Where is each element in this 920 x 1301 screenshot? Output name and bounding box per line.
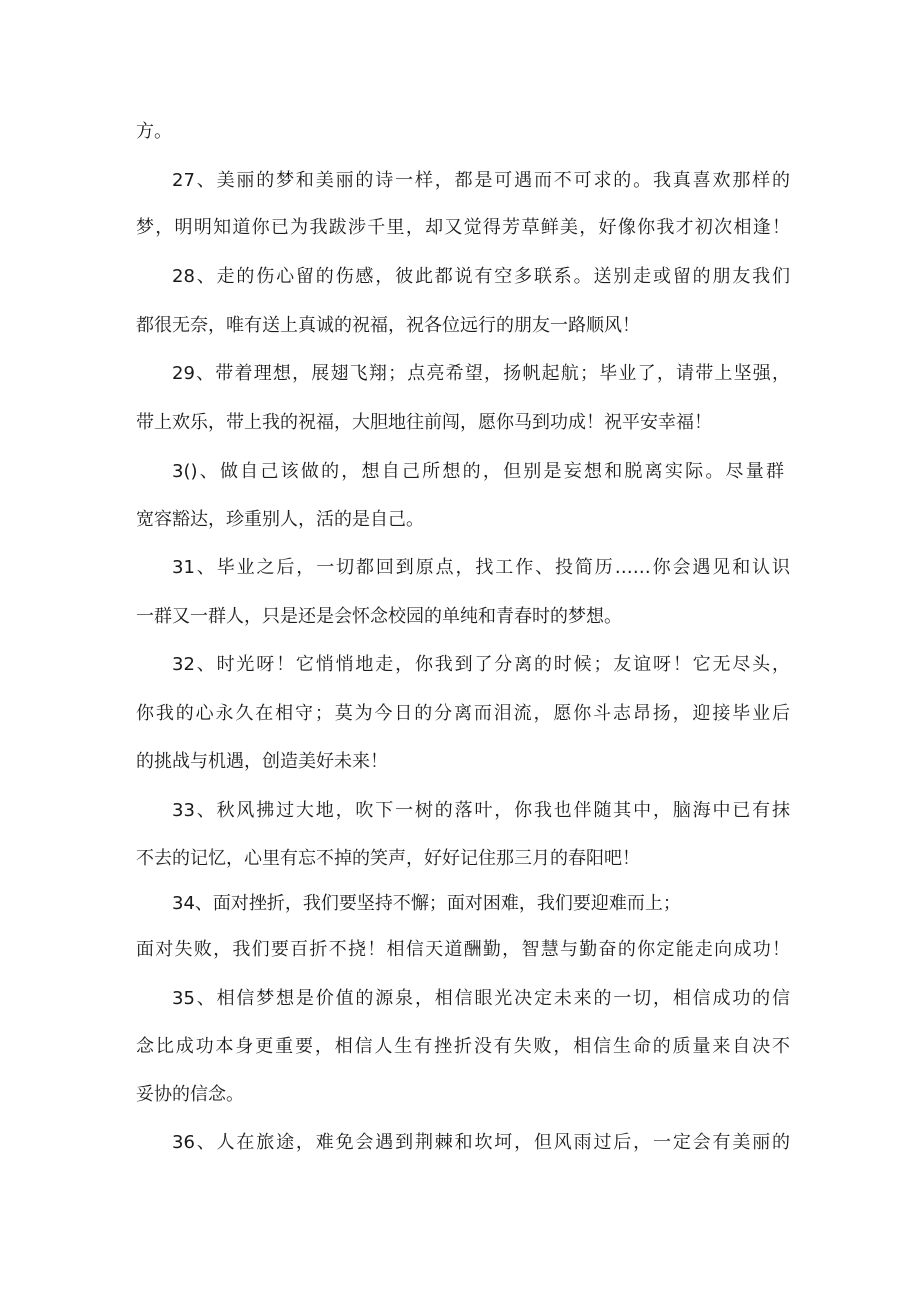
paragraph-33-line-1: 33、秋风拂过大地，吹下一树的落叶，你我也伴随其中，脑海中已有抹 [172, 800, 790, 821]
paragraph-35-line-3: 妥协的信念。 [136, 1084, 244, 1105]
paragraph-33-line-2: 不去的记忆，心里有忘不掉的笑声，好好记住那三月的春阳吧！ [136, 848, 640, 869]
paragraph-28-line-1: 28、走的伤心留的伤感，彼此都说有空多联系。送别走或留的朋友我们 [172, 266, 790, 287]
paragraph-34-line-1: 34、面对挫折，我们要坚持不懈；面对困难，我们要迎难而上； [172, 893, 681, 914]
paragraph-32-line-2: 你我的心永久在相守；莫为今日的分离而泪流，愿你斗志昂扬，迎接毕业后 [136, 703, 790, 724]
paragraph-35-line-2: 念比成功本身更重要，相信人生有挫折没有失败，相信生命的质量来自决不 [136, 1036, 790, 1057]
paragraph-27-line-1: 27、美丽的梦和美丽的诗一样，都是可遇而不可求的。我真喜欢那样的 [172, 170, 790, 191]
paragraph-30-line-1: 3()、做自己该做的，想自己所想的，但别是妄想和脱离实际。尽量群 [172, 461, 784, 482]
paragraph-35-line-1: 35、相信梦想是价值的源泉，相信眼光决定未来的一切，相信成功的信 [172, 988, 790, 1009]
paragraph-32-line-3: 的挑战与机遇，创造美好未来！ [136, 751, 388, 772]
paragraph-31-line-1: 31、毕业之后，一切都回到原点，找工作、投简历……你会遇见和认识 [172, 557, 790, 578]
text-line: 方。 [136, 121, 172, 142]
paragraph-27-line-2: 梦，明明知道你已为我跋涉千里，却又觉得芳草鲜美，好像你我才初次相逢！ [136, 217, 790, 238]
paragraph-29-line-2: 带上欢乐，带上我的祝福，大胆地往前闯，愿你马到功成！祝平安幸福！ [136, 412, 712, 433]
paragraph-32-line-1: 32、时光呀！它悄悄地走，你我到了分离的时候；友谊呀！它无尽头， [172, 654, 790, 675]
paragraph-29-line-1: 29、带着理想，展翅飞翔；点亮希望，扬帆起航；毕业了，请带上坚强， [172, 363, 790, 384]
paragraph-36-line-1: 36、人在旅途，难免会遇到荆棘和坎坷，但风雨过后，一定会有美丽的 [172, 1132, 790, 1153]
paragraph-31-line-2: 一群又一群人，只是还是会怀念校园的单纯和青春时的梦想。 [136, 606, 622, 627]
paragraph-30-line-2: 宽容豁达，珍重别人，活的是自己。 [136, 509, 424, 530]
paragraph-34-line-2: 面对失败，我们要百折不挠！相信天道酬勤，智慧与勤奋的你定能走向成功！ [136, 939, 790, 960]
paragraph-28-line-2: 都很无奈，唯有送上真诚的祝福，祝各位远行的朋友一路顺风！ [136, 315, 640, 336]
